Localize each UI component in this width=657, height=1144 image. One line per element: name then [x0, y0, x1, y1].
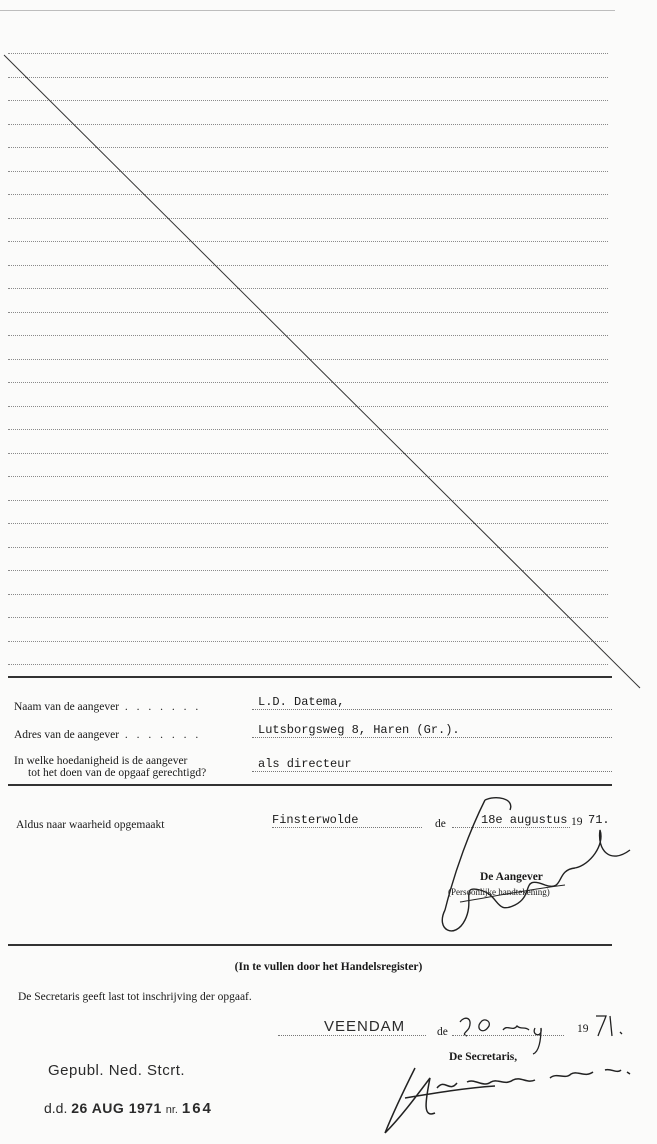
- hoedanigheid-line: [252, 771, 612, 772]
- secretaris-title: De Secretaris,: [449, 1051, 518, 1063]
- stamp-nr-label: nr.: [165, 1104, 178, 1116]
- registry-year-prefix: 19: [577, 1023, 589, 1035]
- divider-bottom: [8, 944, 612, 946]
- aangever-title: De Aangever: [480, 871, 543, 883]
- stamp-dd-label: d.d.: [44, 1100, 68, 1116]
- aldus-label: Aldus naar waarheid opgemaakt: [16, 819, 165, 831]
- closing-place-line: [272, 827, 422, 828]
- divider-middle: [8, 784, 612, 786]
- closing-year: 71.: [588, 813, 610, 827]
- closing-year-prefix: 19: [571, 816, 583, 828]
- stamp-nr-value: 164: [181, 1100, 213, 1117]
- naam-line: [252, 709, 612, 710]
- adres-value: Lutsborgsweg 8, Haren (Gr.).: [258, 723, 460, 737]
- registry-year-handwritten: [592, 1010, 632, 1040]
- secretaris-signature: [375, 1058, 645, 1138]
- registry-header: (In te vullen door het Handelsregister): [234, 961, 423, 973]
- hoedanigheid-value: als directeur: [258, 757, 352, 771]
- hoedanigheid-label-2: tot het doen van de opgaaf gerechtigd?: [28, 767, 207, 779]
- registry-date-line: [452, 1035, 564, 1036]
- registry-de: de: [437, 1026, 448, 1038]
- adres-label: Adres van de aangever . . . . . . .: [14, 729, 202, 741]
- closing-date: 18e augustus: [481, 813, 568, 827]
- naam-value: L.D. Datema,: [258, 695, 345, 709]
- hoedanigheid-label-1: In welke hoedanigheid is de aangever: [14, 755, 188, 767]
- adres-line: [252, 737, 612, 738]
- registry-place-line: [278, 1035, 426, 1036]
- stamp-dd-value: 26 AUG 1971: [71, 1100, 162, 1116]
- closing-place: Finsterwolde: [272, 813, 359, 827]
- registry-instruction: De Secretaris geeft last tot inschrijving der opgaaf.: [18, 991, 252, 1003]
- closing-de: de: [435, 818, 446, 830]
- stamp-date-row: [44, 1100, 213, 1117]
- registry-place: VEENDAM: [324, 1018, 406, 1035]
- aangever-signature: [425, 790, 640, 945]
- naam-label: Naam van de aangever . . . . . . .: [14, 701, 202, 713]
- stamp-title: Gepubl. Ned. Stcrt.: [48, 1062, 186, 1079]
- divider-top: [8, 676, 612, 678]
- aangever-subtitle: (Persoonlijke handtekening): [448, 887, 550, 897]
